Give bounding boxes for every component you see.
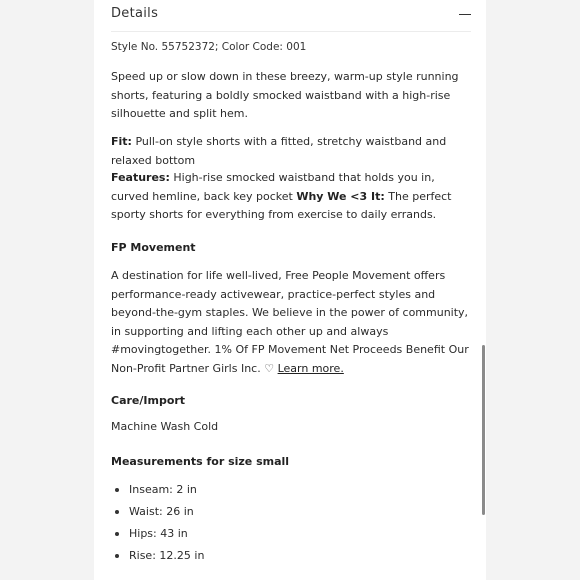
bullet-icon: [115, 554, 119, 558]
details-header[interactable]: [111, 6, 471, 26]
bullet-icon: [115, 532, 119, 536]
collapse-minus-icon[interactable]: [459, 9, 471, 21]
fit-label: Fit:: [111, 135, 132, 148]
heart-icon: ♡: [264, 361, 275, 375]
bullet-icon: [115, 510, 119, 514]
style-color-code: Style No. 55752372; Color Code: 001: [111, 41, 307, 53]
features-text: High-rise smocked waistband that holds you in, curved hemline, back key pocket: [111, 171, 435, 203]
fp-movement-text: [111, 267, 473, 378]
measurement-text: Hips: 43 in: [129, 527, 188, 540]
care-text: Machine Wash Cold: [111, 420, 219, 433]
measurement-text: Waist: 26 in: [129, 505, 194, 518]
why-label: Why We <3 It:: [296, 189, 385, 203]
fp-movement-body: A destination for life well-lived, Free People Movement offers performance-ready activewear, practice-perfect styles and beyond-the-gym staples. We believe in the power of community, in supporting and lifting each other up and always #movingtogether. 1% Of FP Movement Net Proceeds Benefit Our Non-Profit Partner Girls Inc.: [111, 269, 469, 375]
list-item: [111, 525, 204, 547]
fit-text: Pull-on style shorts with a fitted, stretchy waistband and relaxed bottom: [111, 135, 447, 167]
fp-movement-heading: FP Movement: [111, 241, 196, 254]
list-item: [111, 481, 204, 503]
scrollbar-thumb[interactable]: [482, 345, 485, 515]
bullet-icon: [115, 488, 119, 492]
features-label: Features:: [111, 171, 170, 184]
measurements-list: [111, 481, 204, 569]
list-item: [111, 547, 204, 569]
measurement-text: Inseam: 2 in: [129, 483, 197, 496]
care-import-heading: Care/Import: [111, 394, 186, 407]
header-divider: [111, 31, 471, 32]
measurement-text: Rise: 12.25 in: [129, 549, 205, 562]
why-text: The perfect sporty shorts for everything from exercise to daily errands.: [111, 189, 452, 221]
details-title: Details: [111, 6, 159, 21]
features-paragraph: [111, 169, 473, 225]
measurements-heading: Measurements for size small: [111, 455, 290, 468]
list-item: [111, 503, 204, 525]
learn-more-link[interactable]: Learn more.: [277, 361, 344, 375]
fit-paragraph: [111, 133, 473, 170]
product-description: Speed up or slow down in these breezy, warm-up style running shorts, featuring a boldly smocked waistband with a high-rise silhouette and split hem.: [111, 70, 459, 120]
